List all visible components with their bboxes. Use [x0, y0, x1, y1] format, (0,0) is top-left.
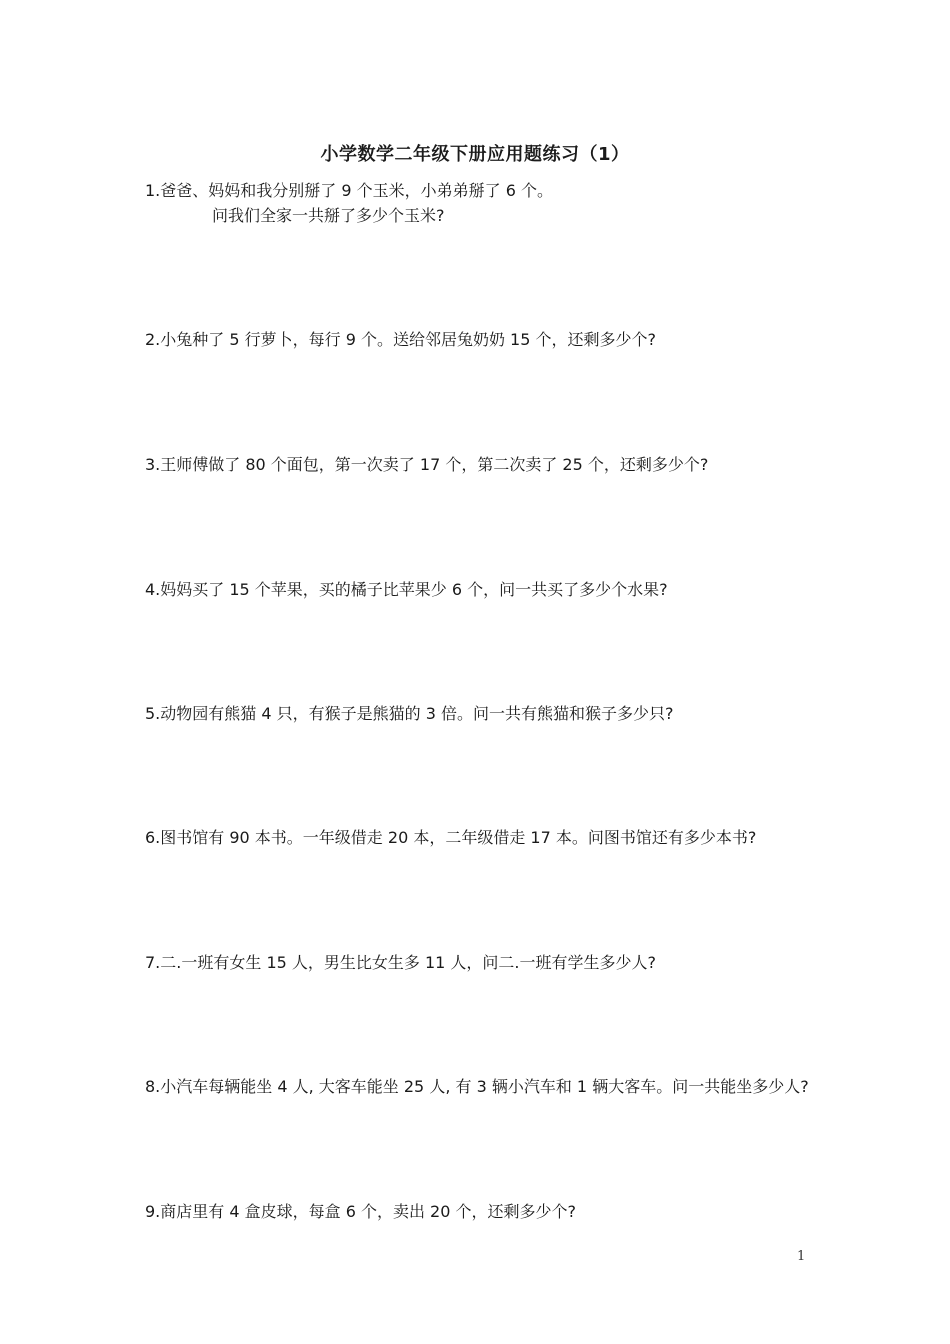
question-6: 6.图书馆有 90 本书。一年级借走 20 本，二年级借走 17 本。问图书馆还有多少本书? [145, 828, 757, 847]
question-2: 2.小兔种了 5 行萝卜，每行 9 个。送给邻居兔奶奶 15 个，还剩多少个? [145, 330, 656, 349]
question-1-continuation: 问我们全家一共掰了多少个玉米? [212, 206, 445, 225]
question-3: 3.王师傅做了 80 个面包，第一次卖了 17 个，第二次卖了 25 个，还剩多少个? [145, 455, 709, 474]
page-title: 小学数学二年级下册应用题练习（1） [320, 144, 630, 165]
question-8: 8.小汽车每辆能坐 4 人, 大客车能坐 25 人, 有 3 辆小汽车和 1 辆大客车。问一共能坐多少人? [145, 1077, 809, 1096]
question-4: 4.妈妈买了 15 个苹果，买的橘子比苹果少 6 个，问一共买了多少个水果? [145, 580, 668, 599]
question-7: 7.二.一班有女生 15 人，男生比女生多 11 人，问二.一班有学生多少人? [145, 953, 656, 972]
question-1: 1.爸爸、妈妈和我分别掰了 9 个玉米，小弟弟掰了 6 个。 [145, 181, 553, 200]
question-5: 5.动物园有熊猫 4 只，有猴子是熊猫的 3 倍。问一共有熊猫和猴子多少只? [145, 704, 674, 723]
question-9: 9.商店里有 4 盒皮球，每盒 6 个，卖出 20 个，还剩多少个? [145, 1202, 576, 1221]
page-number: 1 [797, 1249, 806, 1264]
